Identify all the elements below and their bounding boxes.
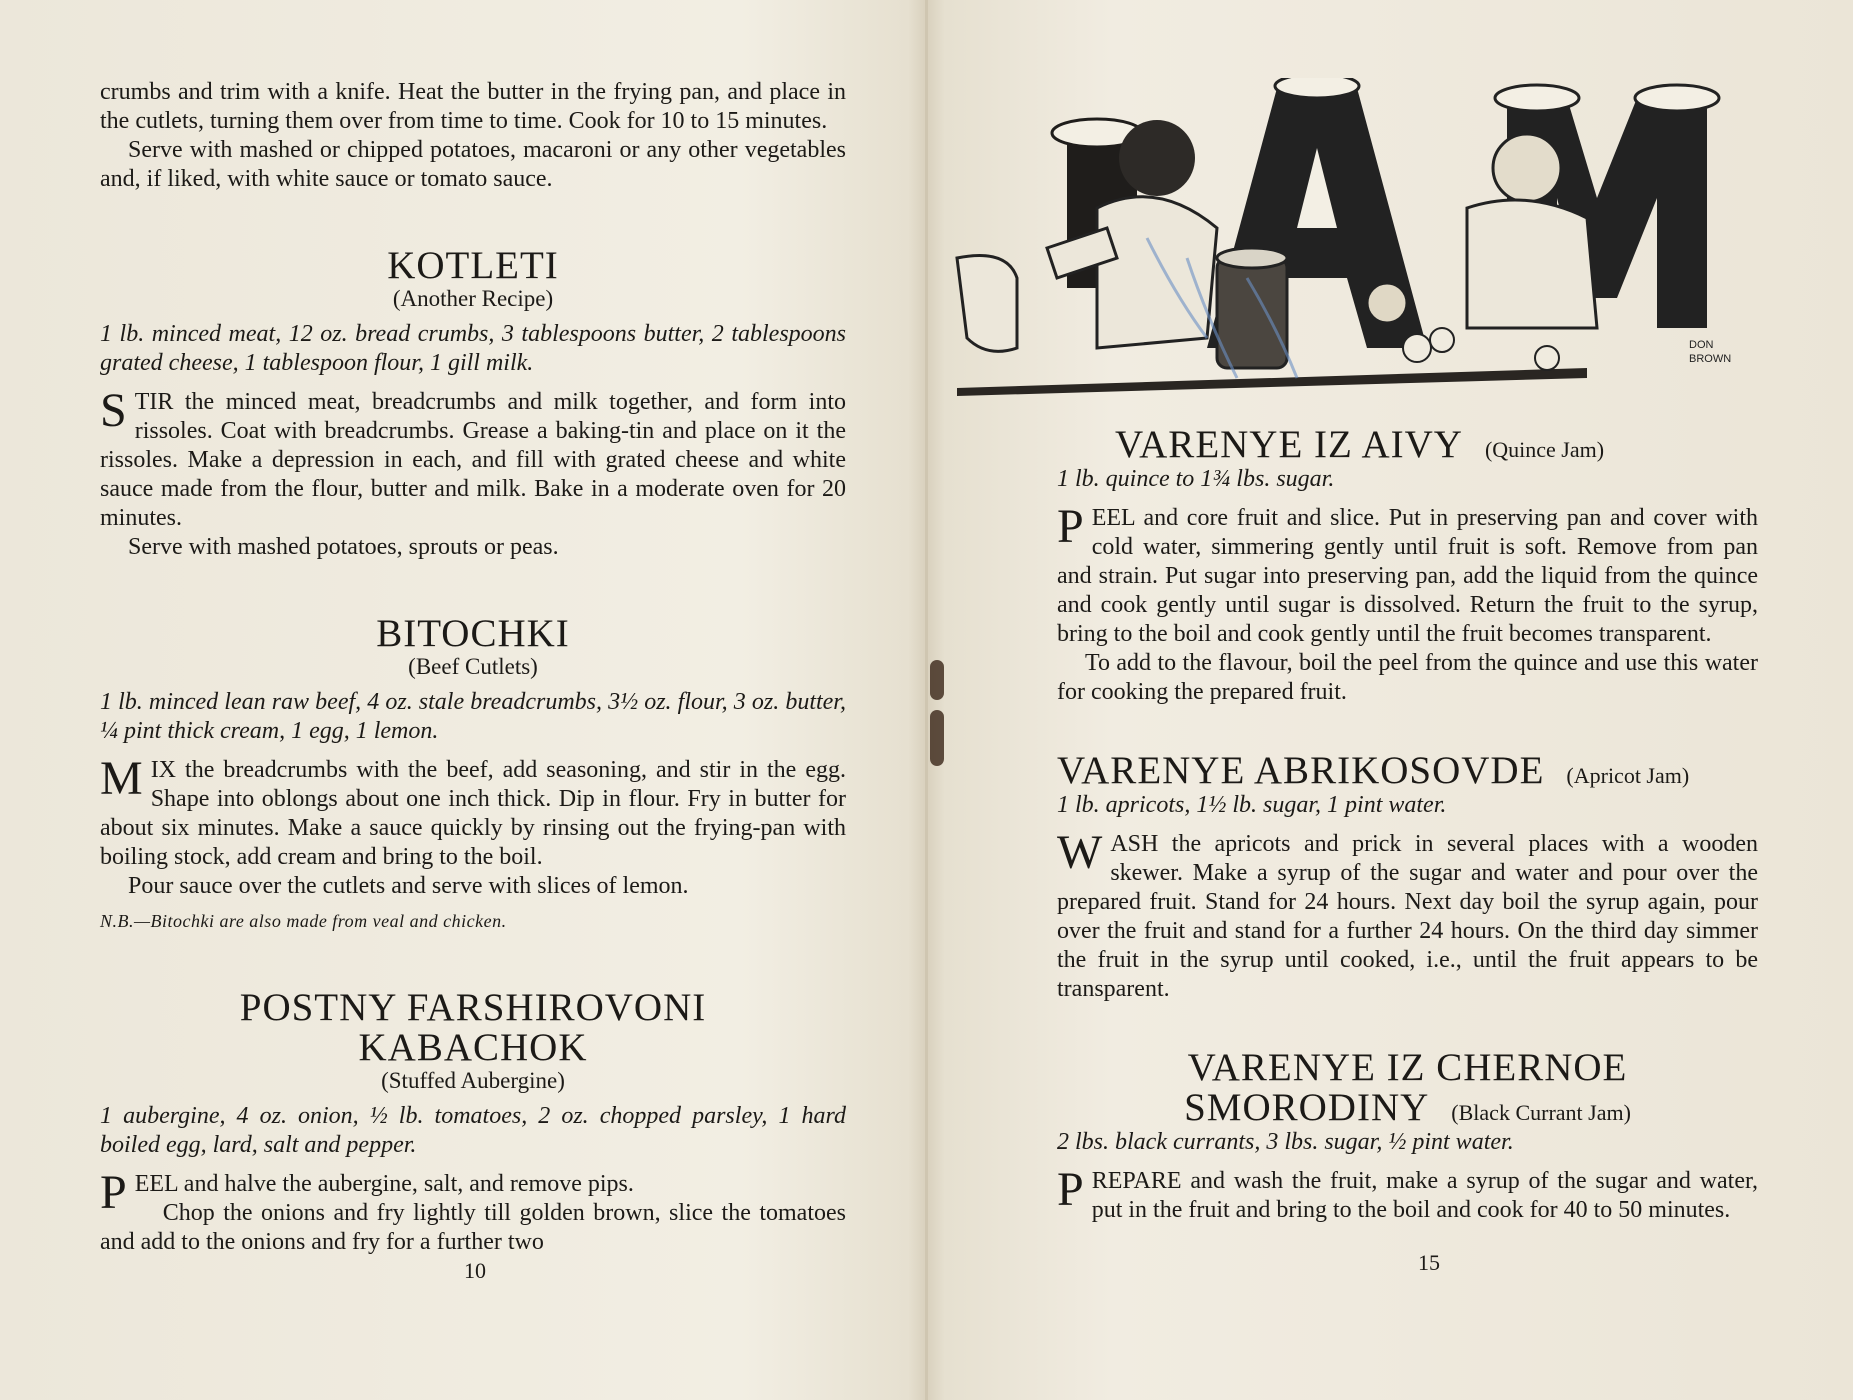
recipe-method <box>1057 826 1758 1004</box>
recipe-title: BITOCHKI <box>376 612 570 655</box>
recipe-translation: (Quince Jam) <box>1484 437 1605 462</box>
small-child-figure <box>1367 283 1407 323</box>
recipe-black-currant-jam <box>1057 1048 1758 1225</box>
drop-cap: M <box>100 752 143 805</box>
recipe-title: VARENYE ABRIKOSOVDE <box>1057 749 1545 792</box>
method-text: ASH the apricots and prick in several places with a wooden skewer. Make a syrup of the sugar and water and pour over the prepared fruit. Stand for 24 hours. Next day boil the syrup again, pour over the fruit and stand for a further 24 hours. On the third day simmer the fruit in the syrup until cooked, i.e., until the fruit appears to be transparent. <box>1057 831 1758 1002</box>
fruit <box>1430 328 1454 352</box>
jam-jar <box>1217 248 1287 368</box>
recipe-ingredients: 1 lb. apricots, 1½ lb. sugar, 1 pint water. <box>1057 792 1447 818</box>
page-number-left: 10 <box>464 1258 486 1283</box>
recipe-kotleti <box>100 246 846 562</box>
recipe-method <box>1057 1163 1758 1225</box>
drop-cap: S <box>100 384 127 437</box>
artist-signature: DON <box>1689 339 1714 351</box>
recipe-note: N.B.—Bitochki are also made from veal and chicken. <box>100 911 507 931</box>
recipe-title: VARENYE IZ AIVY <box>1115 423 1463 466</box>
recipe-subtitle: (Stuffed Aubergine) <box>381 1068 565 1093</box>
recipe-method <box>1057 500 1758 649</box>
method-text: REPARE and wash the fruit, make a syrup of the sugar and water, put in the fruit and bring to the boil and cook for 40 to 50 minutes. <box>1091 1168 1758 1223</box>
drop-cap: W <box>1057 826 1103 879</box>
recipe-ingredients: 1 lb. minced lean raw beef, 4 oz. stale breadcrumbs, 3½ oz. flour, 3 oz. butter, ¼ pint thick cream, 1 egg, 1 lemon. <box>100 689 846 744</box>
drop-cap: P <box>1057 1163 1084 1216</box>
recipe-serving: Serve with mashed potatoes, sprouts or peas. <box>128 534 559 560</box>
method-text: TIR the minced meat, breadcrumbs and milk together, and form into rissoles. Coat with breadcrumbs. Grease a baking-tin and place on it the rissoles. Make a depression in each, and fill with grated cheese and white sauce made from the flour, butter and milk. Bake in a moderate oven for 20 minutes. <box>100 389 846 531</box>
recipe-method-continued: Chop the onions and fry lightly till golden brown, slice the tomatoes and add to the onions and fry for a further two <box>100 1200 846 1255</box>
recipe-ingredients: 1 lb. minced meat, 12 oz. bread crumbs, 3 tablespoons butter, 2 tablespoons grated cheese, 1 tablespoon flour, 1 gill milk. <box>100 321 846 376</box>
recipe-method <box>100 1166 846 1219</box>
method-text: EEL and halve the aubergine, salt, and remove pips. <box>134 1171 634 1197</box>
recipe-method <box>100 752 846 872</box>
recipe-method <box>100 384 846 533</box>
continued-paragraph: crumbs and trim with a knife. Heat the butter in the frying pan, and place in the cutlets, turning them over from time to time. Cook for 10 to 15 minutes. <box>100 79 846 134</box>
recipe-ingredients: 1 lb. quince to 1¾ lbs. sugar. <box>1057 466 1335 492</box>
left-page <box>0 0 926 1400</box>
recipe-quince-jam <box>1057 425 1758 707</box>
right-page <box>927 0 1853 1400</box>
recipe-apricot-jam <box>1057 751 1758 1004</box>
page-number-right: 15 <box>1418 1250 1440 1275</box>
drop-cap: P <box>1057 500 1084 553</box>
recipe-title-line1: POSTNY FARSHIROVONI <box>239 986 707 1029</box>
funnel-object <box>957 256 1017 352</box>
recipe-ingredients: 2 lbs. black currants, 3 lbs. sugar, ½ pint water. <box>1057 1129 1514 1155</box>
recipe-bitochki <box>100 614 846 936</box>
jam-illustration <box>947 78 1832 398</box>
recipe-ingredients: 1 aubergine, 4 oz. onion, ½ lb. tomatoes, 2 oz. chopped parsley, 1 hard boiled egg, lard, salt and pepper. <box>100 1103 846 1158</box>
recipe-translation: (Apricot Jam) <box>1566 763 1690 788</box>
recipe-translation: (Black Currant Jam) <box>1451 1100 1631 1125</box>
recipe-title: KOTLETI <box>387 244 559 287</box>
drop-cap: P <box>100 1166 127 1219</box>
recipe-tip: To add to the flavour, boil the peel from the quince and use this water for cooking the prepared fruit. <box>1057 650 1758 705</box>
method-text: IX the breadcrumbs with the beef, add seasoning, and stir in the egg. Shape into oblongs about one inch thick. Dip in flour. Fry in butter for about six minutes. Make a sauce quickly by rinsing out the frying-pan with boiling stock, add cream and bring to the boil. <box>100 757 846 870</box>
artist-signature: BROWN <box>1689 353 1732 365</box>
recipe-title-line2: KABACHOK <box>358 1026 588 1069</box>
continued-serving-note: Serve with mashed or chipped potatoes, macaroni or any other vegetables and, if liked, with white sauce or tomato sauce. <box>100 137 846 192</box>
recipe-subtitle: (Beef Cutlets) <box>408 654 538 679</box>
method-text: EEL and core fruit and slice. Put in preserving pan and cover with cold water, simmering gently until fruit is soft. Remove from pan and strain. Put sugar into preserving pan, add the liquid from the quince and cook gently until sugar is dissolved. Return the fruit to the syrup, bring to the boil and cook gently until the fruit becomes transparent. <box>1057 505 1758 647</box>
fruit <box>1535 346 1559 370</box>
recipe-serving: Pour sauce over the cutlets and serve with slices of lemon. <box>128 873 689 899</box>
recipe-title-line2: SMORODINY <box>1184 1086 1430 1129</box>
recipe-title-line1: VARENYE IZ CHERNOE <box>1187 1046 1628 1089</box>
recipe-postny-kabachok <box>100 988 846 1257</box>
recipe-subtitle: (Another Recipe) <box>392 286 554 311</box>
fruit <box>1403 334 1431 362</box>
